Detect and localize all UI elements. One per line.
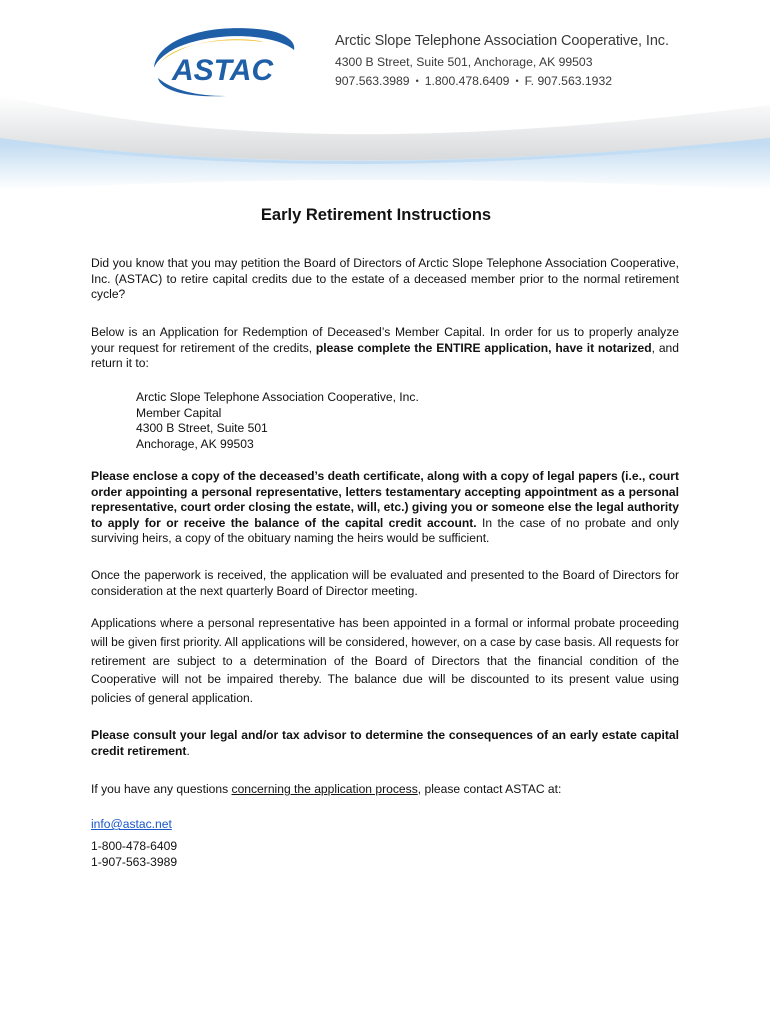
contact-paragraph bbox=[91, 782, 679, 798]
document-title: Early Retirement Instructions bbox=[260, 206, 492, 224]
contact-phone-1: 1-800-478-6409 bbox=[91, 839, 178, 853]
enclosure-emphasis: Please enclose a copy of the deceased’s death certificate, along with a copy of legal papers (i.e., court order appointing a personal representative, letters testamentary accepting appointment as a personal representative, court order closing the estate, will, etc.) giving you or someone else the legal authority to apply for or receive the balance of the capital credit account. bbox=[91, 469, 679, 530]
intro-paragraph: Did you know that you may petition the Board of Directors of Arctic Slope Telephone Association Cooperative, Inc. (ASTAC) to retire capital credits due to the estate of a deceased member prior to the normal retirement cycle? bbox=[91, 256, 679, 301]
bullet-separator: • bbox=[415, 76, 419, 86]
organization-name: Arctic Slope Telephone Association Cooperative, Inc. bbox=[335, 33, 669, 49]
email-link[interactable]: info@astac.net bbox=[91, 817, 172, 831]
letterhead-wave-background bbox=[0, 0, 770, 200]
contact-phones bbox=[91, 839, 177, 870]
address-line-4: Anchorage, AK 99503 bbox=[136, 436, 254, 451]
evaluation-paragraph: Once the paperwork is received, the application will be evaluated and presented to the Board of Directors for consideration at the next quarterly Board of Director meeting. bbox=[91, 568, 679, 598]
contact-text-end: , please contact ASTAC at: bbox=[417, 782, 562, 796]
application-emphasis: please complete the ENTIRE application, have it notarized bbox=[315, 340, 652, 355]
bullet-separator: • bbox=[515, 76, 519, 86]
enclosure-paragraph bbox=[91, 469, 679, 547]
phone-number: 907.563.3989 bbox=[335, 74, 410, 88]
address-line-3: 4300 B Street, Suite 501 bbox=[136, 421, 268, 435]
address-line-1: Arctic Slope Telephone Association Cooperative, Inc. bbox=[136, 390, 419, 404]
advisor-paragraph bbox=[91, 728, 679, 759]
fax-number: F. 907.563.1932 bbox=[524, 74, 613, 88]
application-paragraph bbox=[91, 325, 679, 372]
astac-logo bbox=[146, 20, 296, 100]
contact-text: If you have any questions bbox=[91, 782, 232, 796]
organization-phones bbox=[335, 74, 669, 88]
toll-free-number: 1.800.478.6409 bbox=[424, 74, 510, 88]
letterhead bbox=[0, 0, 770, 200]
contact-phone-2: 1-907-563-3989 bbox=[91, 854, 178, 869]
organization-address: 4300 B Street, Suite 501, Anchorage, AK 99503 bbox=[335, 55, 593, 69]
application-text: Below is an Application for Redemption of Deceased’s Member Capital. In order for us to properly analyze your request for retirement of the credits, bbox=[91, 325, 679, 355]
advisor-emphasis: Please consult your legal and/or tax advisor to determine the consequences of an early estate capital credit retirement bbox=[91, 728, 679, 758]
address-line-2: Member Capital bbox=[136, 405, 222, 420]
application-text-end: , and return it to: bbox=[91, 340, 679, 370]
organization-contact-block bbox=[335, 33, 669, 93]
advisor-text-end: . bbox=[186, 743, 190, 758]
enclosure-text: In the case of no probate and only surviving heirs, a copy of the obituary naming the heirs would be sufficient. bbox=[91, 515, 679, 545]
mailing-address bbox=[136, 390, 419, 452]
logo-wordmark: ASTAC bbox=[172, 54, 274, 87]
contact-underlined-text: concerning the application process bbox=[231, 782, 418, 796]
priority-paragraph: Applications where a personal representative has been appointed in a formal or informal probate proceeding will be given first priority. All applications will be considered, however, on a case by case basis. All requests for retirement are subject to a determination of the Board of Directors that the financial condition of the Cooperative will not be impaired thereby. The balance due will be discounted to its present value using policies of general application. bbox=[91, 616, 679, 706]
